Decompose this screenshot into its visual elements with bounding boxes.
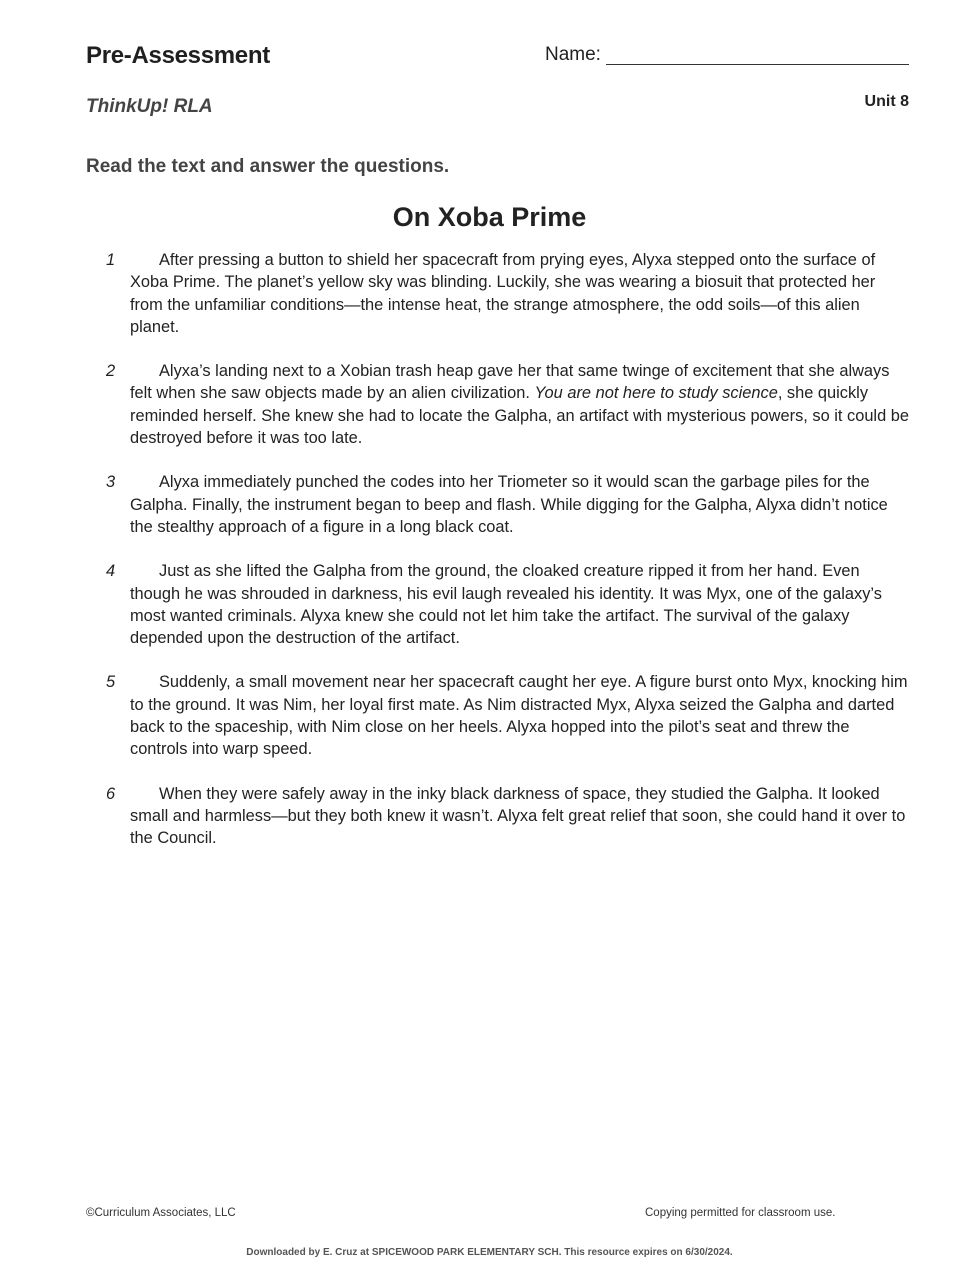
paragraph-4	[106, 560, 909, 649]
paragraph-number: 3	[106, 473, 116, 492]
paragraph-text: After pressing a button to shield her spacecraft from prying eyes, Alyxa stepped onto the surface of Xoba Prime. The planet’s yellow sky was blinding. Luckily, she was wearing a biosuit that protected her from the unfamiliar conditions—the intense heat, the strange atmosphere, the odd soils—of this alien planet.	[130, 251, 876, 336]
paragraph-text: When they were safely away in the inky black darkness of space, they studied the Galpha. It looked small and harmless—but they both knew it wasn’t. Alyxa felt great relief that soon, she could hand it over to the Council.	[130, 784, 906, 848]
unit-label: Unit 8	[864, 93, 909, 110]
paragraph-text-part: Alyxa’s landing next to a Xobian trash heap gave her that same twinge of excitement that she always felt when she saw objects made by an alien civilization.	[130, 362, 890, 403]
paragraph-3	[106, 471, 909, 538]
paragraph-text: Just as she lifted the Galpha from the ground, the cloaked creature ripped it from her hand. Even though he was shrouded in darkness, his evil laugh revealed his identity. It was Myx, one of the galaxy’s most wanted criminals. Alyxa knew she could not let him take the artifact. The survival of the galaxy depended upon the destruction of the artifact.	[130, 562, 882, 648]
program-subtitle: ThinkUp! RLA	[86, 96, 213, 117]
copyright-notice: ©Curriculum Associates, LLC	[86, 1207, 236, 1219]
paragraph-text	[130, 360, 909, 449]
instructions: Read the text and answer the questions.	[86, 156, 450, 177]
paragraph-2	[106, 360, 909, 449]
passage	[106, 249, 909, 872]
paragraph-number: 6	[106, 784, 116, 803]
paragraph-5	[106, 671, 909, 760]
paragraph-number: 4	[106, 562, 116, 581]
paragraph-text: Suddenly, a small movement near her spacecraft caught her eye. A figure burst onto Myx, knocking him to the ground. It was Nim, her loyal first mate. As Nim distracted Myx, Alyxa seized the Galpha and darted back to the spaceship, with Nim close on her heels. Alyxa hopped into the pilot’s seat and threw the controls into warp speed.	[130, 673, 908, 759]
paragraph-text-part: , she quickly reminded herself. She knew she had to locate the Galpha, an artifact with mysterious powers, so it could be destroyed before it was too late.	[130, 384, 909, 448]
download-notice: Downloaded by E. Cruz at SPICEWOOD PARK ELEMENTARY SCH. This resource expires on 6/30/2024.	[246, 1247, 733, 1258]
document-title: Pre-Assessment	[86, 42, 270, 69]
paragraph-1	[106, 249, 909, 338]
paragraph-number: 5	[106, 673, 116, 692]
name-blank-line	[606, 64, 909, 65]
copy-permission: Copying permitted for classroom use.	[645, 1207, 836, 1219]
paragraph-text: Alyxa immediately punched the codes into her Triometer so it would scan the garbage piles for the Galpha. Finally, the instrument began to beep and flash. While digging for the Galpha, Alyxa didn’t notice the stealthy approach of a figure in a long black coat.	[130, 473, 888, 536]
italic-thought: You are not here to study science	[534, 384, 778, 403]
name-label: Name:	[545, 44, 601, 65]
paragraph-6	[106, 783, 909, 850]
paragraph-number: 2	[106, 362, 116, 381]
story-title: On Xoba Prime	[392, 202, 587, 232]
paragraph-number: 1	[106, 251, 116, 269]
